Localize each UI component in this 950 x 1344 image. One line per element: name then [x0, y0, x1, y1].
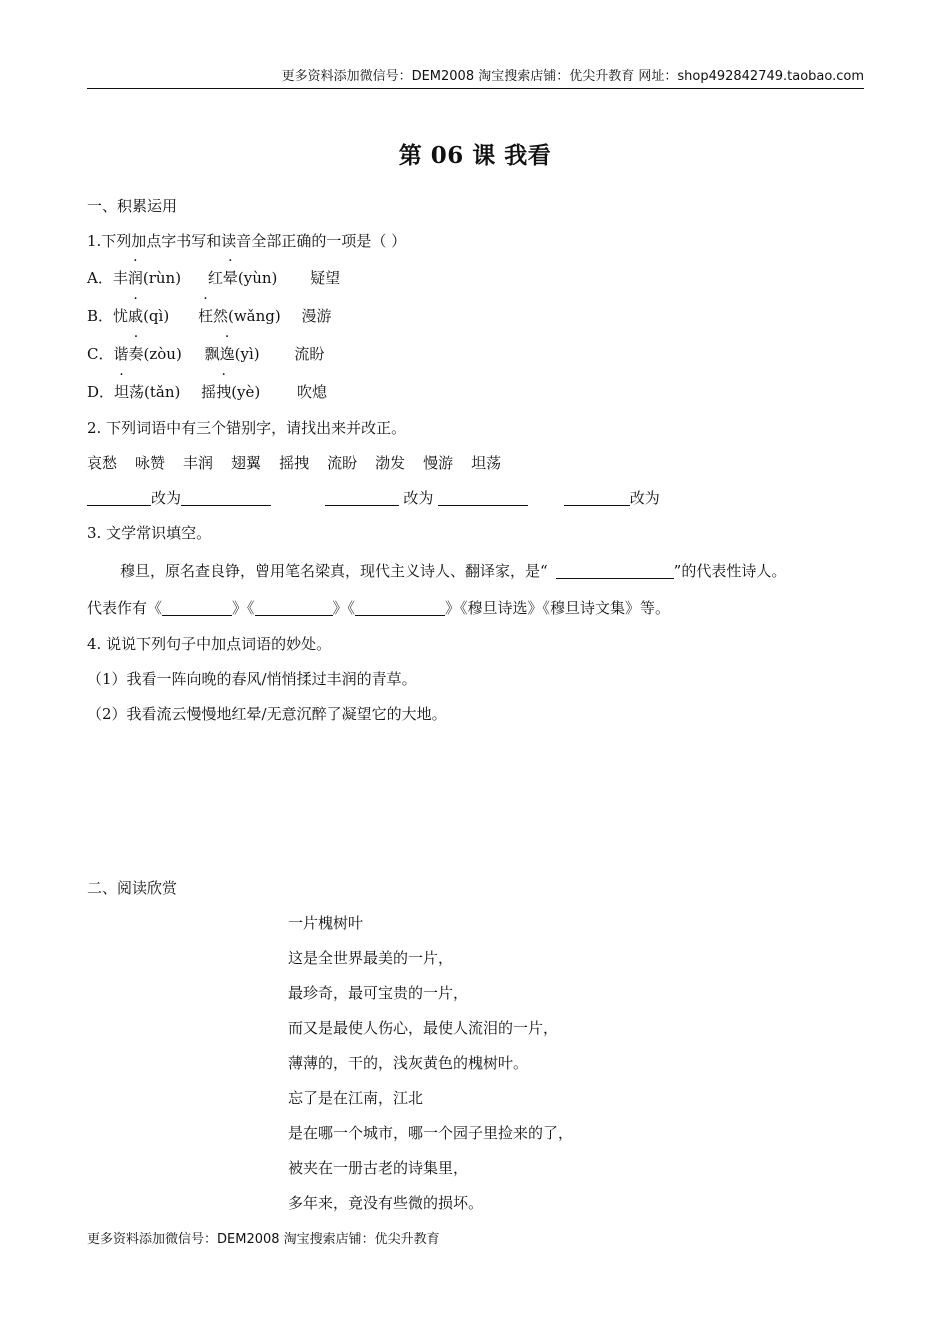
option-d: [87, 382, 327, 402]
option-letter: C．: [87, 345, 114, 363]
change-label: 改为: [403, 489, 434, 507]
word-part: 谐: [113, 345, 129, 363]
answer-blank[interactable]: [325, 489, 399, 506]
section1-heading: 一、积累运用: [87, 197, 178, 215]
option-b: [87, 306, 332, 326]
question3-stem: 3. 文学常识填空。: [87, 524, 212, 542]
text-segment: 》《: [232, 599, 255, 617]
pinyin: 然(wǎng): [212, 307, 281, 325]
poem-line: 薄薄的，干的，浅灰黄色的槐树叶。: [288, 1054, 529, 1072]
dotted-char: 逸: [219, 345, 235, 363]
poem-title: 一片槐树叶: [288, 914, 364, 932]
pinyin: (qì): [143, 307, 170, 325]
poem-line: 最珍奇，最可宝贵的一片，: [288, 984, 469, 1002]
text-segment: 》《: [332, 599, 356, 617]
question2-stem: 2. 下列词语中有三个错别字，请找出来并改正。: [87, 419, 407, 437]
word-item: 摇拽: [279, 454, 310, 472]
dotted-char: 润: [127, 269, 143, 287]
answer-blank[interactable]: [162, 599, 232, 616]
answer-blank[interactable]: [87, 489, 151, 506]
word-item: 流盼: [327, 454, 358, 472]
word-item: 哀愁: [87, 454, 118, 472]
option-letter: D．: [87, 383, 115, 401]
poem-line: 被夹在一册古老的诗集里，: [288, 1159, 469, 1177]
word-item: 渤发: [375, 454, 406, 472]
section2-heading: 二、阅读欣赏: [87, 879, 178, 897]
question3-line2: [87, 598, 670, 618]
text-segment: 穆旦，原名查良铮，曾用笔名梁真，现代主义诗人、翻译家，是“: [120, 562, 548, 580]
word-part: 忧: [113, 307, 129, 325]
option-letter: B．: [87, 307, 114, 325]
poem-line: 这是全世界最美的一片，: [288, 949, 454, 967]
text-segment: 代表作有《: [87, 599, 163, 617]
pinyin: 荡(tǎn): [129, 383, 181, 401]
word-item: 坦荡: [471, 454, 502, 472]
dotted-char: 戚: [128, 307, 144, 325]
question2-answer-row: [87, 488, 660, 508]
text-segment: ”的代表性诗人。: [673, 562, 787, 580]
question4-item-1: （1）我看一阵向晚的春风/悄悄揉过丰润的青草。: [87, 670, 417, 688]
word-part: 摇: [201, 383, 217, 401]
question3-line1: [120, 561, 786, 581]
answer-blank[interactable]: [564, 489, 630, 506]
word: 流盼: [294, 345, 325, 363]
answer-blank[interactable]: [556, 562, 674, 579]
change-label: 改为: [151, 489, 182, 507]
question4-stem: 4. 说说下列句子中加点词语的妙处。: [87, 635, 332, 653]
question1-stem: 1.下列加点字书写和读音全部正确的一项是（ ）: [87, 232, 407, 250]
poem-line: 而又是最使人伤心，最使人流泪的一片，: [288, 1019, 559, 1037]
answer-blank[interactable]: [438, 489, 528, 506]
option-a: [87, 268, 340, 288]
option-c: [87, 344, 324, 364]
change-label: 改为: [629, 489, 660, 507]
answer-blank[interactable]: [181, 489, 271, 506]
pinyin: (yùn): [237, 269, 278, 287]
word: 疑望: [310, 269, 341, 287]
text-segment: 》《穆旦诗选》《穆旦诗文集》等。: [445, 599, 671, 617]
page-footer: 更多资料添加微信号：DEM2008 淘宝搜索店铺：优尖升教育: [87, 1232, 440, 1247]
question4-item-2: （2）我看流云慢慢地红晕/无意沉醉了凝望它的大地。: [87, 705, 447, 723]
pinyin: (zòu): [143, 345, 182, 363]
poem-line: 是在哪一个城市，哪一个园子里捡来的了，: [288, 1124, 574, 1142]
dotted-char: 坦: [114, 383, 130, 401]
pinyin: (yè): [231, 383, 261, 401]
word-part: 红: [207, 269, 223, 287]
pinyin: (yì): [234, 345, 260, 363]
poem-line: 忘了是在江南，江北: [288, 1089, 424, 1107]
option-letter: A．: [87, 269, 113, 287]
word-item: 丰润: [183, 454, 214, 472]
poem-line: 多年来，竟没有些微的损坏。: [288, 1194, 484, 1212]
lesson-title: 第 06 课 我看: [398, 142, 552, 169]
dotted-char: 晕: [222, 269, 238, 287]
dotted-char: 拽: [216, 383, 232, 401]
word-part: 飘: [204, 345, 220, 363]
pinyin: (rùn): [142, 269, 182, 287]
word: 漫游: [301, 307, 332, 325]
dotted-char: 枉: [197, 307, 213, 325]
answer-blank[interactable]: [355, 599, 445, 616]
word-item: 慢游: [423, 454, 454, 472]
word-part: 丰: [112, 269, 128, 287]
word: 吹熄: [297, 383, 328, 401]
word-item: 翅翼: [231, 454, 262, 472]
word-item: 咏赞: [135, 454, 166, 472]
question2-word-list: [87, 453, 501, 473]
answer-blank[interactable]: [255, 599, 333, 616]
dotted-char: 奏: [128, 345, 144, 363]
page-header: 更多资料添加微信号：DEM2008 淘宝搜索店铺：优尖升教育 网址：shop492842749.taobao.com: [87, 68, 864, 89]
